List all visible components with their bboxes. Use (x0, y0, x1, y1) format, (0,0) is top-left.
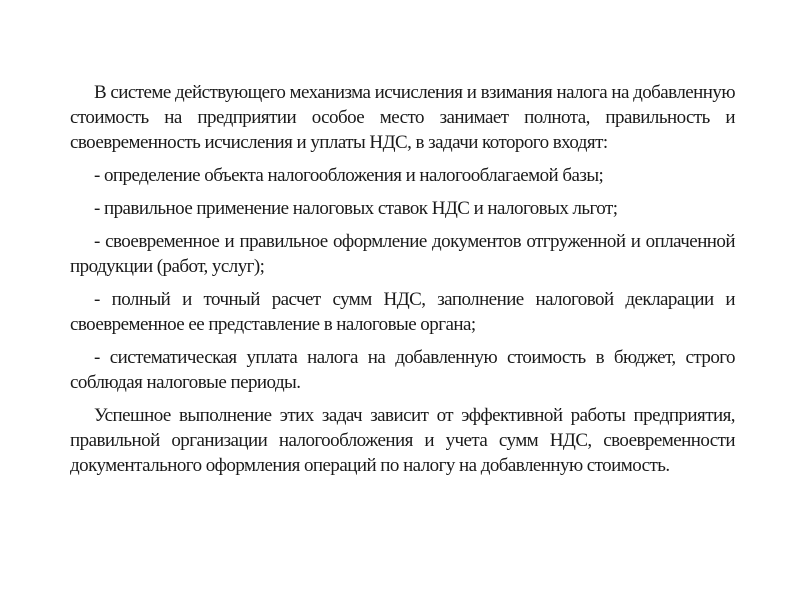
task-item-tax-rates: - правильное применение налоговых ставок НДС и налоговых льгот; (94, 198, 618, 219)
task-item-vat-calculation: - полный и точный расчет сумм НДС, заполнение налоговой декларации и своевременное ее представление в налоговые органа; (70, 289, 735, 335)
task-item-payment: - систематическая уплата налога на добавленную стоимость в бюджет, строго соблюдая налоговые периоды. (70, 347, 735, 393)
slide-body (70, 80, 735, 486)
task-item-documents: - своевременное и правильное оформление документов отгруженной и оплаченной продукции (работ, услуг); (70, 231, 735, 277)
intro-paragraph: В системе действующего механизма исчисления и взимания налога на добавленную стоимость на предприятии особое место занимает полнота, правильность и своевременность исчисления и уплаты НДС, в задачи которого входят: (70, 82, 735, 153)
conclusion-paragraph: Успешное выполнение этих задач зависит от эффективной работы предприятия, правильной организации налогообложения и учета сумм НДС, своевременности документального оформления операций по налогу на добавленную стоимость. (70, 405, 735, 476)
task-item-tax-object: - определение объекта налогообложения и налогооблагаемой базы; (94, 165, 604, 186)
